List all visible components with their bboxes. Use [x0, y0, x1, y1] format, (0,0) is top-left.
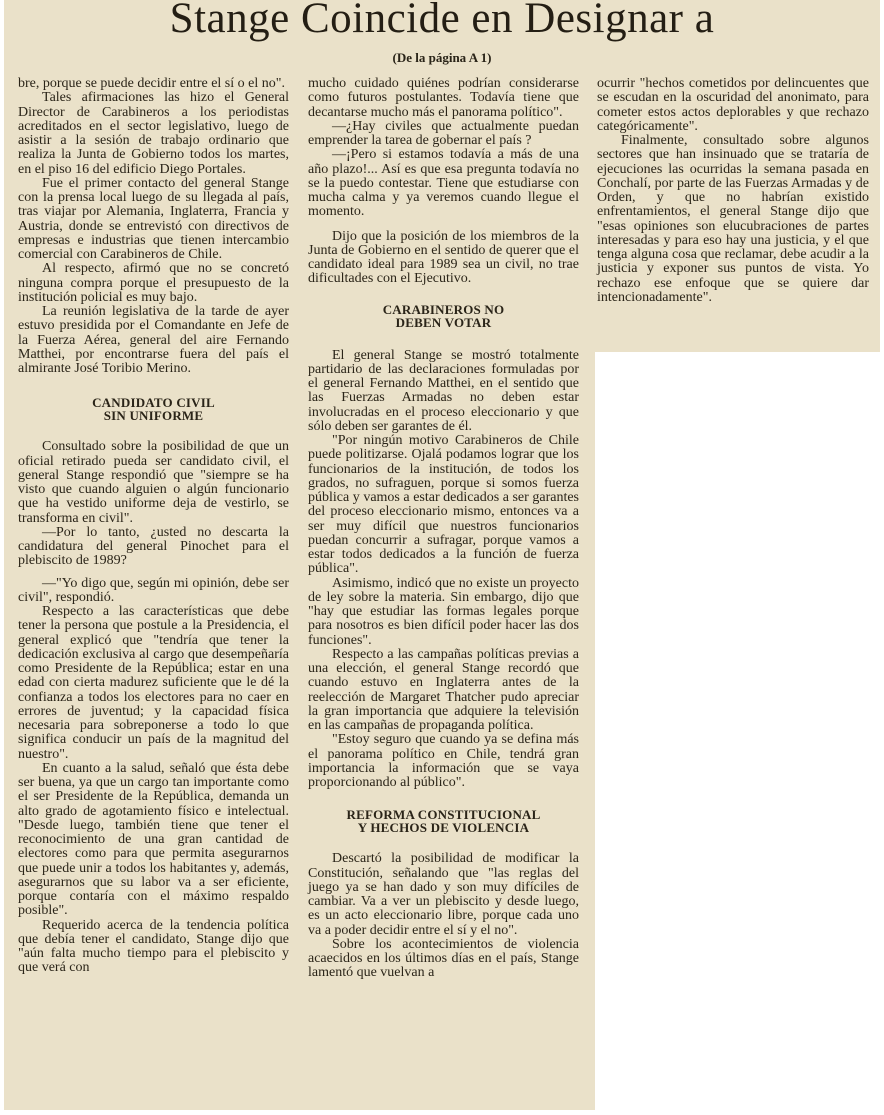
heading-line: REFORMA CONSTITUCIONAL	[346, 807, 541, 823]
paragraph: En cuanto a la salud, señaló que ésta debe ser buena, ya que un cargo tan importante como el ser Presidente de la República, demanda un alto grado de agotamiento físico e intelectual. "Desde luego, también tiene que tener el reconocimiento de una gran cantidad de electores como para que permita asegurarnos que puede unir a todos los habitantes y, además, asegurarnos que su labor va a ser eficiente, porque contaría con el máximo respaldo posible".	[18, 760, 289, 919]
paragraph: Respecto a las campañas políticas previas a una elección, el general Stange recordó que cuando estuvo en Inglaterra antes de la reelección de Margaret Thatcher pudo apreciar la gran importancia que adquiere la televisión en las campañas de propaganda política.	[308, 646, 579, 733]
paragraph: Finalmente, consultado sobre algunos sectores que han insinuado que se trataría de ejecuciones las ocurridas la semana pasada en Conchalí, por parte de las Fuerzas Armadas y de Orden, y que no habrían existido enfrentamientos, el general Stange dijo que "esas opiniones son elucubraciones de partes interesadas y para eso hay una justicia, y el que tenga alguna cosa que reclamar, debe acudir a la justicia y exponer sus puntos de vista. Yo rechazo ese enfoque que se quiere dar intencionadamente".	[597, 133, 869, 305]
column-2	[308, 77, 579, 981]
paragraph: —"Yo digo que, según mi opinión, debe ser civil", respondió.	[18, 575, 289, 605]
paragraph: La reunión legislativa de la tarde de ayer estuvo presidida por el Comandante en Jefe de la Fuerza Aérea, general del aire Fernando Matthei, por encontrarse fuera del país el almirante José Toribio Merino.	[18, 304, 289, 376]
paragraph: bre, porque se puede decidir entre el sí o el no".	[18, 76, 285, 91]
column-3	[597, 77, 869, 305]
paragraph: —¡Pero si estamos todavía a más de una año plazo!... Así es que esa pregunta todavía no se la puedo contestar. Tiene que estudiarse con mucha calma y ya veremos cuando llegue el momento.	[308, 147, 579, 220]
paragraph: mucho cuidado quiénes podrían considerarse como futuros postulantes. Todavía tiene que decantarse mucho más el panorama político".	[308, 76, 579, 120]
heading-line: SIN UNIFORME	[103, 408, 204, 424]
paragraph: Descartó la posibilidad de modificar la Constitución, señalando que "las reglas del juego ya se han dado y son muy difíciles de cambiar. Va a ver un plebiscito y desde luego, es un acto eleccionario libre, porque cada uno va a poder decidir entre el sí y el no".	[308, 851, 579, 938]
paragraph: Dijo que la posición de los miembros de la Junta de Gobierno en el sentido de querer que el candidato ideal para 1989 sea un civil, no trae dificultades con el Ejecutivo.	[308, 228, 579, 287]
paragraph: ocurrir "hechos cometidos por delincuentes que se escudan en la oscuridad del anonimato, para cometer estos actos deplorables y que rechazo categóricamente".	[597, 76, 869, 134]
paragraph: "Estoy seguro que cuando ya se defina más el panorama político en Chile, tendrá gran importancia la información que se vaya proporcionando al público".	[308, 732, 579, 790]
paragraph: —Por lo tanto, ¿usted no descarta la candidatura del general Pinochet para el plebiscito de 1989?	[18, 524, 289, 569]
paragraph: Al respecto, afirmó que no se concretó ninguna compra porque el presupuesto de la institución policial es muy bajo.	[18, 261, 289, 305]
paragraph: Asimismo, indicó que no existe un proyecto de ley sobre la materia. Sin embargo, dijo que "hay que estudiar las formas legales porque para nosotros es bien difícil poder hacer las dos funciones".	[308, 575, 579, 648]
section-heading	[308, 808, 579, 834]
heading-line: CARABINEROS NO	[382, 301, 505, 317]
column-1	[18, 77, 289, 976]
paragraph: "Por ningún motivo Carabineros de Chile puede politizarse. Ojalá podamos lograr que los funcionarios de la institución, de todos los grados, no sufraguen, porque si somos fuerza pública y vamos a estar dedicados a ser garantes del proceso eleccionario mismo, entonces va a ser muy difícil que nuestros funcionarios puedan concurrir a sufragar, porque vamos a estar todos dedicados a la función de fuerza pública".	[308, 433, 579, 577]
heading-line: DEBEN VOTAR	[395, 314, 492, 330]
paragraph: Respecto a las características que debe tener la persona que postule a la Presidencia, el general explicó que "tendría que tener la dedicación exclusiva al cargo que desempeñaría como Presidente de la República; estar en una edad con cierta madurez suficiente que le dé la confianza a todos los electores para no caer en errores de juventud; y la capacidad física necesaria para sobreponerse a todo lo que significa conducir un país de la magnitud del nuestro".	[18, 604, 289, 762]
heading-line: CANDIDATO CIVIL	[92, 395, 215, 411]
paragraph: Sobre los acontecimientos de violencia acaecidos en los últimos días en el país, Stange lamentó que vuelvan a	[308, 936, 579, 981]
paragraph: Consultado sobre la posibilidad de que un oficial retirado pueda ser candidato civil, el general Stange respondió que "siempre se ha visto que cuando alguien o algún funcionario que ha vestido uniforme deja de vestirlo, se transforma en civil".	[18, 439, 289, 526]
paragraph: Requerido acerca de la tendencia política que debía tener el candidato, Stange dijo que "aún falta mucho tiempo para el plebiscito y que verá con	[18, 917, 289, 976]
heading-line: Y HECHOS DE VIOLENCIA	[357, 820, 530, 836]
section-heading	[308, 303, 579, 329]
headline: Stange Coincide en Designar a	[169, 0, 715, 42]
paragraph: El general Stange se mostró totalmente partidario de las declaraciones formuladas por el general Fernando Matthei, en el sentido que las Fuerzas Armadas no deben estar involucradas en el proceso eleccionario y que sólo deben ser garantes de él.	[308, 347, 579, 434]
continued-from: (De la página A 1)	[392, 50, 492, 65]
section-heading	[18, 396, 289, 422]
paragraph: —¿Hay civiles que actualmente puedan emprender la tarea de gobernar el país ?	[308, 118, 579, 148]
paragraph: Tales afirmaciones las hizo el General Director de Carabineros a los periodistas acreditados en el sector legislativo, luego de asistir a la sesión de trabajo ordinario que realiza la Junta de Gobierno todos los martes, en el piso 16 del edificio Diego Portales.	[18, 90, 289, 177]
paragraph: Fue el primer contacto del general Stange con la prensa local luego de su llegada al país, tras viajar por Alemania, Inglaterra, Francia y Austria, donde se entrevistó con directivos de empresas e industrias que tienen intercambio comercial con Carabineros de Chile.	[18, 175, 289, 262]
